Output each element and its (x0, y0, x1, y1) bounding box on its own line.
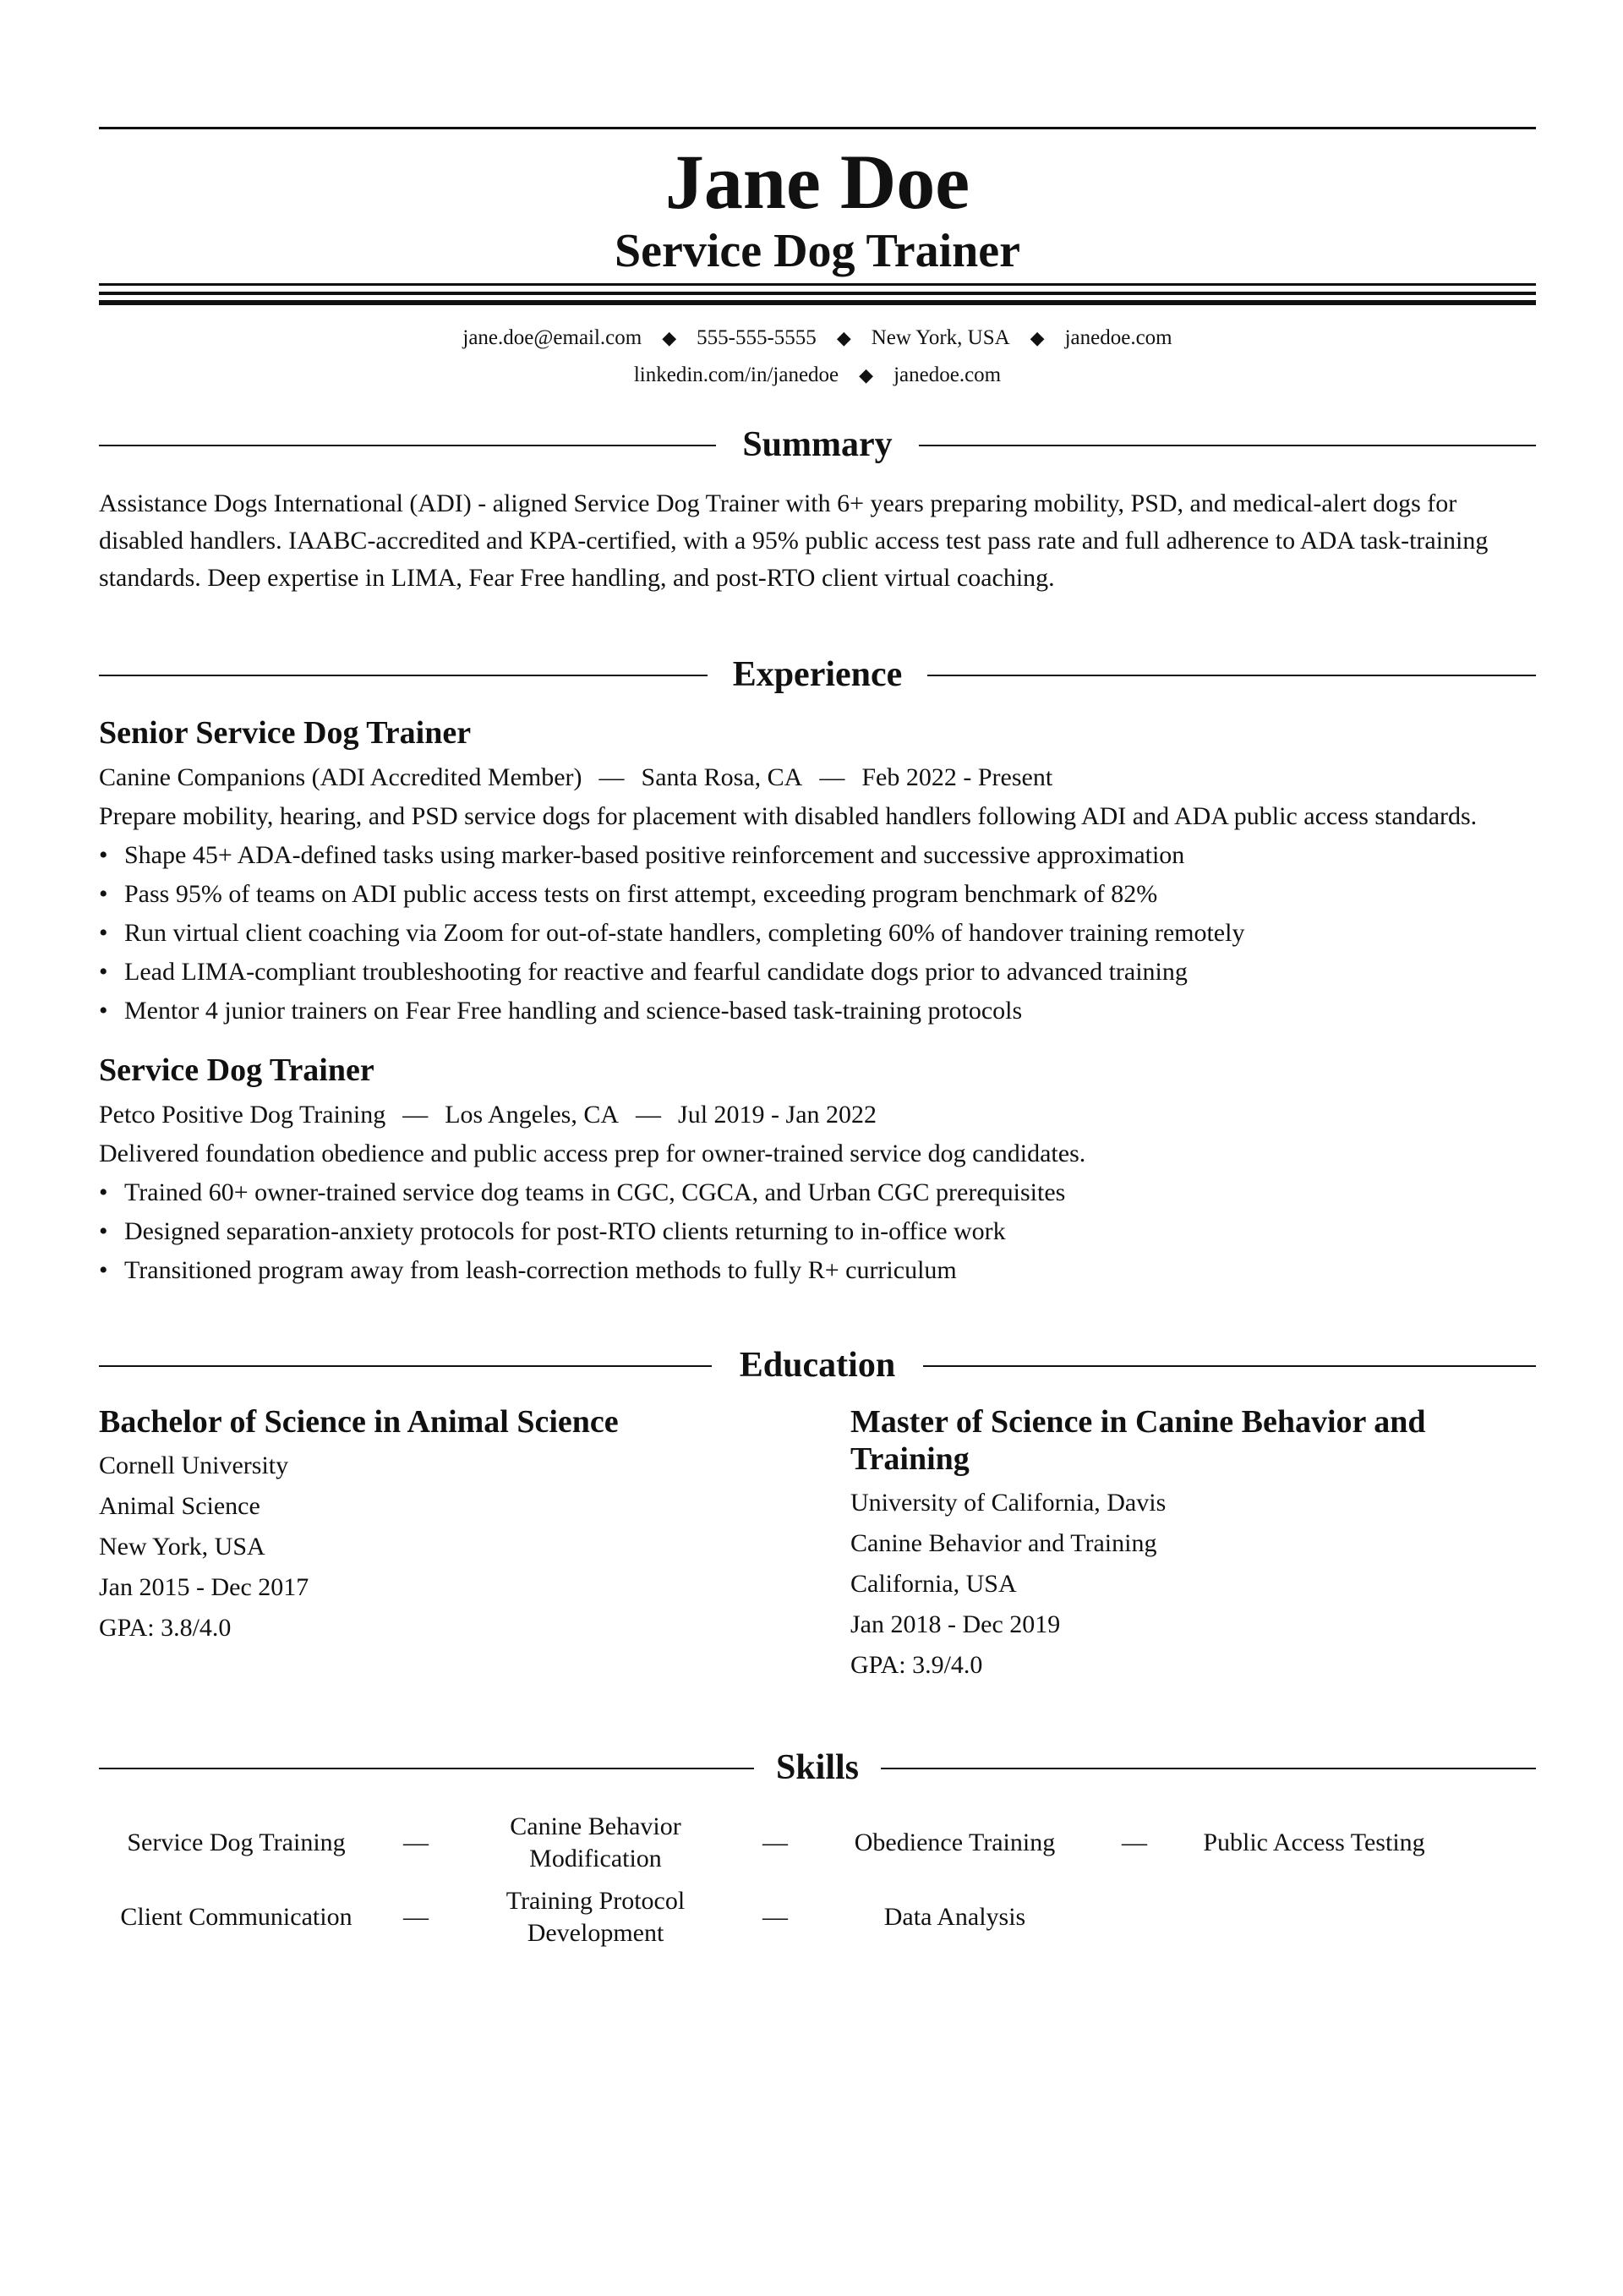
top-rule (99, 127, 1536, 129)
list-item: • Mentor 4 junior trainers on Fear Free handling and science-based task-training protocols (99, 992, 1536, 1030)
phone-text: 555-555-5555 (697, 326, 817, 349)
job-title: Senior Service Dog Trainer (99, 715, 472, 751)
list-item: • Pass 95% of teams on ADI public access tests on first attempt, exceeding program benchmark of 82% (99, 875, 1536, 914)
dash-separator: — (762, 1903, 788, 1931)
job-dates: Feb 2022 - Present (861, 763, 1053, 791)
summary-heading (99, 419, 1536, 470)
field-of-study: Animal Science (99, 1492, 260, 1520)
degree-title: Bachelor of Science in Animal Science (99, 1404, 619, 1440)
gpa: GPA: 3.9/4.0 (850, 1651, 983, 1679)
dash-separator: — (762, 1829, 788, 1856)
header-rule-2 (99, 292, 1536, 295)
skill-item: Obedience Training (854, 1829, 1056, 1856)
section-title: Experience (713, 655, 923, 694)
job-location: Santa Rosa, CA (641, 763, 803, 791)
job-company: Petco Positive Dog Training (99, 1101, 386, 1129)
dash-separator: — (819, 763, 845, 791)
job-dates: Jul 2019 - Jan 2022 (678, 1101, 877, 1129)
linkedin-link[interactable]: linkedin.com/in/janedoe (633, 364, 839, 386)
skill-item: Data Analysis (883, 1903, 1026, 1931)
list-item: • Transitioned program away from leash-correction methods to fully R+ curriculum (99, 1251, 1536, 1290)
job-description: Prepare mobility, hearing, and PSD service dogs for placement with disabled handlers following ADI and ADA public access standards. (99, 802, 1478, 830)
candidate-name: Jane Doe (664, 139, 970, 225)
skills-row (99, 1806, 1536, 1880)
job-location: Los Angeles, CA (445, 1101, 620, 1129)
dash-separator: — (1122, 1829, 1147, 1856)
education-dates: Jan 2015 - Dec 2017 (99, 1573, 309, 1601)
education-item (99, 1403, 792, 1648)
list-item: • Run virtual client coaching via Zoom for out-of-state handlers, completing 60% of handover training remotely (99, 914, 1536, 953)
dash-separator: — (402, 1101, 429, 1129)
school-name: Cornell University (99, 1451, 289, 1479)
skill-item: Public Access Testing (1203, 1829, 1425, 1856)
dash-separator: — (636, 1101, 662, 1129)
skills-heading (99, 1742, 1536, 1793)
education-dates: Jan 2018 - Dec 2019 (850, 1610, 1061, 1638)
section-title: Summary (722, 425, 912, 464)
skill-item: Client Communication (120, 1903, 352, 1931)
school-name: University of California, Davis (850, 1489, 1167, 1517)
job-meta (99, 1096, 877, 1134)
job-company: Canine Companions (ADI Accredited Member) (99, 763, 582, 791)
education-item (850, 1403, 1544, 1686)
dash-separator: — (403, 1829, 429, 1856)
header-rule-3 (99, 300, 1536, 305)
job-bullets (99, 836, 1536, 1030)
header-rule-1 (99, 283, 1536, 286)
skill-item: Canine Behavior Modification (510, 1812, 681, 1872)
section-title: Skills (756, 1748, 879, 1787)
degree-title: Master of Science in Canine Behavior and Training (850, 1404, 1426, 1477)
candidate-role: Service Dog Trainer (614, 225, 1021, 277)
contact-line-1 (99, 324, 1536, 353)
contact-line-2 (99, 361, 1536, 390)
skills-row (99, 1880, 1536, 1954)
diamond-separator-icon: ◆ (859, 364, 874, 385)
website-link[interactable]: janedoe.com (1064, 326, 1172, 349)
field-of-study: Canine Behavior and Training (850, 1529, 1157, 1557)
website-link[interactable]: janedoe.com (893, 364, 1002, 386)
education-heading (99, 1340, 1536, 1391)
diamond-separator-icon: ◆ (836, 327, 851, 348)
school-location: New York, USA (99, 1533, 265, 1561)
job-bullets (99, 1173, 1536, 1290)
gpa: GPA: 3.8/4.0 (99, 1614, 232, 1642)
skill-item: Training Protocol Development (505, 1887, 686, 1947)
list-item: • Shape 45+ ADA-defined tasks using marker-based positive reinforcement and successive approximation (99, 836, 1536, 875)
summary-text: Assistance Dogs International (ADI) - aligned Service Dog Trainer with 6+ years preparing mobility, PSD, and medical-alert dogs for disabled handlers. IAABC-accredited and KPA-certified, with a 95% public access test pass rate and full adherence to ADA task-training standards. Deep expertise in LIMA, Fear Free handling, and post-RTO client virtual coaching. (99, 489, 1489, 592)
school-location: California, USA (850, 1570, 1017, 1598)
dash-separator: — (598, 763, 625, 791)
skills-grid (99, 1806, 1536, 1954)
job-description: Delivered foundation obedience and public access prep for owner-trained service dog candidates. (99, 1140, 1086, 1167)
job-meta (99, 759, 1052, 796)
diamond-separator-icon: ◆ (1030, 327, 1045, 348)
list-item: • Trained 60+ owner-trained service dog teams in CGC, CGCA, and Urban CGC prerequisites (99, 1173, 1536, 1212)
list-item: • Lead LIMA-compliant troubleshooting for reactive and fearful candidate dogs prior to advanced training (99, 953, 1536, 992)
location-text: New York, USA (871, 326, 1010, 349)
diamond-separator-icon: ◆ (662, 327, 677, 348)
job-title: Service Dog Trainer (99, 1052, 374, 1088)
dash-separator: — (403, 1903, 429, 1931)
experience-heading (99, 649, 1536, 700)
list-item: • Designed separation-anxiety protocols for post-RTO clients returning to in-office work (99, 1212, 1536, 1251)
email-link[interactable]: jane.doe@email.com (462, 326, 642, 349)
skill-item: Service Dog Training (127, 1829, 346, 1856)
section-title: Education (719, 1346, 915, 1385)
